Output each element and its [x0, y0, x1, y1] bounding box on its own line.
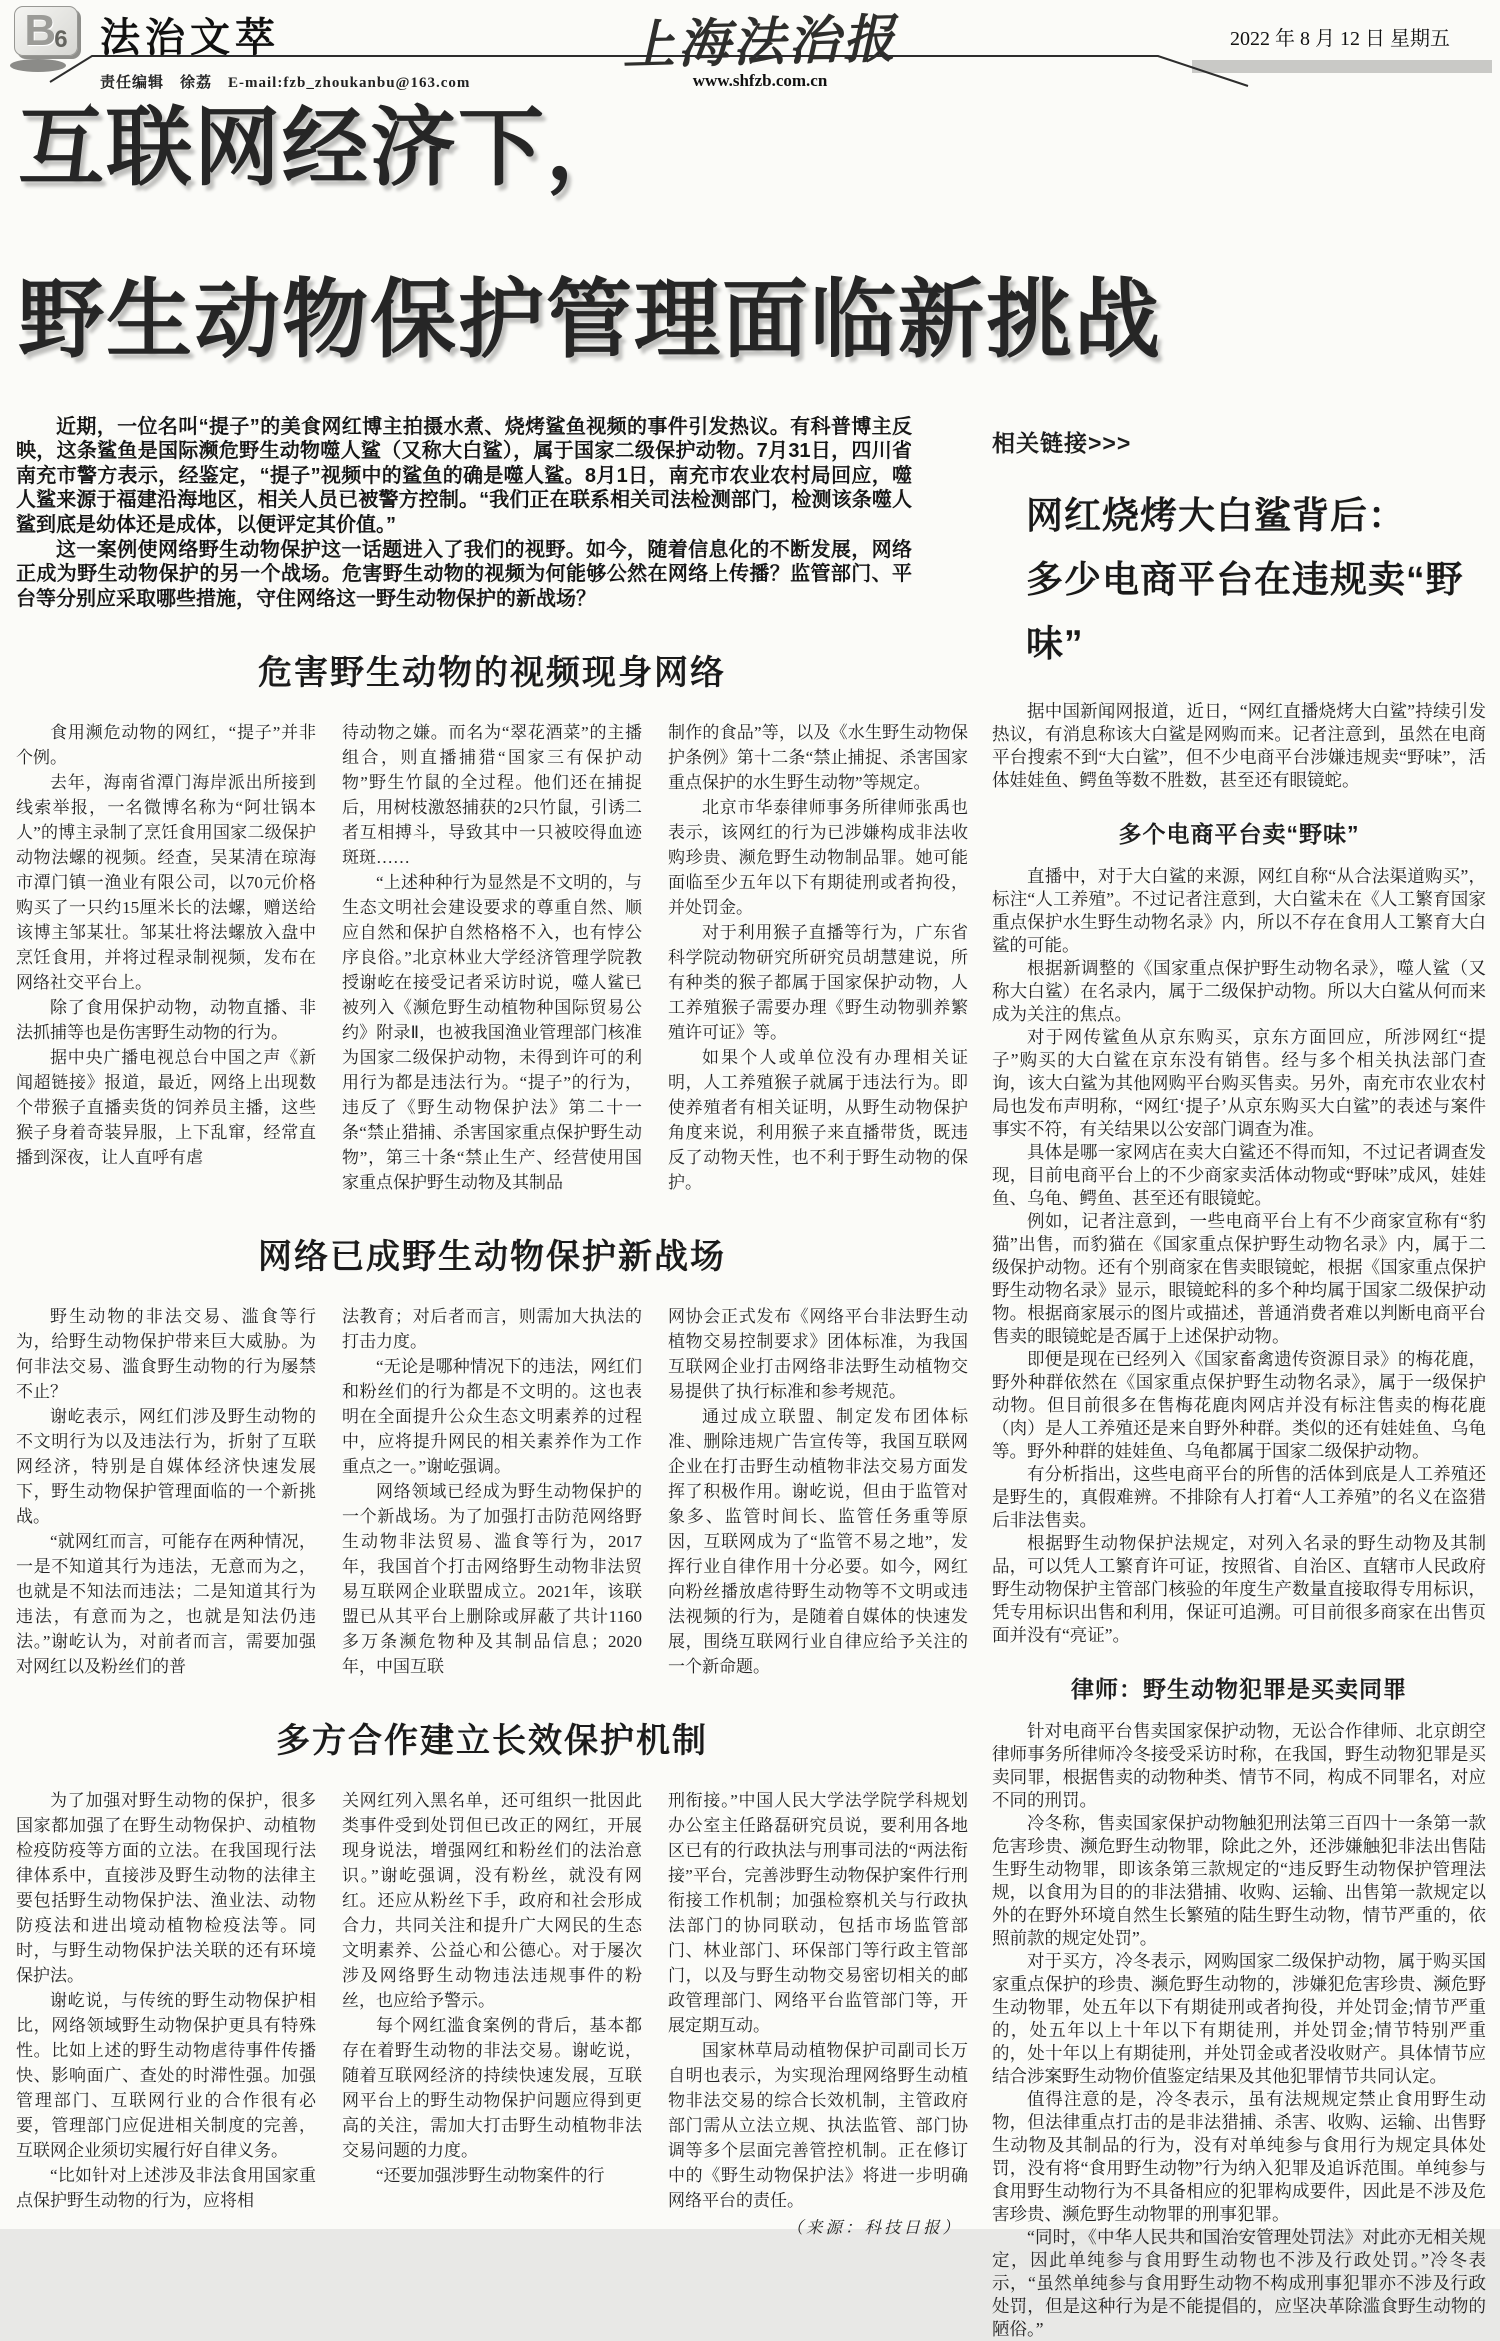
related-paragraph: 值得注意的是，冷冬表示，虽有法规规定禁止食用野生动物，但法律重点打击的是非法猎捕、杀害、收购、运输、出售野生动物及其制品的行为，没有对单纯参与食用行为规定具体处罚，没有将“食用野生动物”行为纳入犯罪及追诉范围。单纯参与食用野生动物行为不具备相应的犯罪构成要件，因此是不涉及危害珍贵、濒危野生动物罪的刑事犯罪。 [992, 2088, 1486, 2224]
related-paragraph: 根据新调整的《国家重点保护野生动物名录》，噬人鲨（又称大白鲨）在名录内，属于二级保护动物。所以大白鲨从何而来成为关注的焦点。 [992, 957, 1486, 1024]
related-headline-line1: 网红烧烤大白鲨背后： [1026, 494, 1406, 536]
article-section [16, 1229, 968, 1679]
body-column [16, 1788, 316, 2240]
main-headline-line2: 野生动物保护管理面临新挑战 [18, 272, 1162, 369]
article-section [16, 645, 968, 1195]
body-paragraph: 谢屹说，与传统的野生动物保护相比，网络领域野生动物保护更具有特殊性。比如上述的野生动物虐待事件传播快、影响面广、查处的时滞性强。加强管理部门、互联网行业的合作很有必要，管理部门应促进相关制度的完善，互联网企业须切实履行好自律义务。 [16, 1991, 316, 2161]
body-paragraph: “比如针对上述涉及非法食用国家重点保护野生动物的行为，应将相 [16, 2166, 316, 2211]
body-paragraph: 为了加强对野生动物的保护，很多国家都加强了在野生动物保护、动植物检疫防疫等方面的立法。在我国现行法律体系中，直接涉及野生动物的法律主要包括野生动物保护法、渔业法、动物防疫法和进出境动植物检疫法等。同时，与野生动物保护法关联的还有环境保护法。 [16, 1791, 316, 1986]
related-article [992, 415, 1486, 2341]
body-paragraph: 刑衔接。”中国人民大学法学院学科规划办公室主任路磊研究员说，要利用各地区已有的行政执法与刑事司法的“两法衔接”平台，完善涉野生动物保护案件行刑衔接工作机制；加强检察机关与行政执法部门的协同联动，包括市场监管部门、林业部门、环保部门等行政主管部门，以及与野生动物交易密切相关的邮政管理部门、网络平台监管部门等，开展定期互动。 [668, 1791, 968, 2036]
body-paragraph: 北京市华泰律师事务所律师张禹也表示，该网红的行为已涉嫌构成非法收购珍贵、濒危野生动物制品罪。她可能面临至少五年以下有期徒刑或者拘役，并处罚金。 [668, 798, 968, 918]
masthead-gray-bar [1192, 60, 1492, 73]
related-lead-paragraph: 据中国新闻网报道，近日，“网红直播烧烤大白鲨”持续引发热议，有消息称该大白鲨是网购而来。记者注意到，虽然在电商平台搜索不到“大白鲨”，但不少电商平台涉嫌违规卖“野味”，活体娃娃鱼、鳄鱼等数不胜数，甚至还有眼镜蛇。 [992, 700, 1486, 790]
main-sections [16, 645, 968, 2240]
related-paragraph: 有分析指出，这些电商平台的所售的活体到底是人工养殖还是野生的，真假难辨。不排除有人打着“人工养殖”的名义在盗猎后非法售卖。 [992, 1463, 1486, 1530]
page-badge-letter: B [24, 6, 57, 55]
related-paragraph: 对于买方，冷冬表示，网购国家二级保护动物，属于购买国家重点保护的珍贵、濒危野生动物的，涉嫌犯危害珍贵、濒危野生动物罪，处五年以下有期徒刑或者拘役，并处罚金;情节严重的，处五年以上十年以下有期徒刑，并处罚金;情节特别严重的，处十年以上有期徒刑，并处罚金或者没收财产。具体情节应结合涉案野生动物价值鉴定结果及其他犯罪情节共同认定。 [992, 1950, 1486, 2086]
body-column [342, 1304, 642, 1679]
body-paragraph: “无论是哪种情况下的违法，网红们和粉丝们的行为都是不文明的。这也表明在全面提升公众生态文明素养的过程中，应将提升网民的相关素养作为工作重点之一。”谢屹强调。 [342, 1357, 642, 1477]
related-paragraph: “同时，《中华人民共和国治安管理处罚法》对此亦无相关规定，因此单纯参与食用野生动物也不涉及行政处罚。”冷冬表示，“虽然单纯参与食用野生动物不构成刑事犯罪亦不涉及行政处罚，但是这种行为是不能提倡的，应坚决革除滥食野生动物的陋俗。” [992, 2226, 1486, 2339]
body-paragraph: 网络领域已经成为野生动物保护的一个新战场。为了加强打击防范网络野生动物非法贸易、滥食等行为，2017年，我国首个打击网络野生动物非法贸易互联网企业联盟成立。2021年，该联盟已从其平台上删除或屏蔽了共计1160多万条濒危物种及其制品信息；2020年，中国互联 [342, 1482, 642, 1677]
related-kicker: 相关链接>>> [992, 429, 1132, 456]
related-body [992, 1720, 1486, 2341]
body-column [16, 720, 316, 1195]
main-article [16, 415, 968, 2241]
body-paragraph: 除了食用保护动物，动物直播、非法抓捕等也是伤害野生动物的行为。 [16, 998, 316, 1043]
body-column [16, 1304, 316, 1679]
body-paragraph: 关网红列入黑名单，还可组织一批因此类事件受到处罚但已改正的网红，开展现身说法，增强网红和粉丝们的法治意识。”谢屹强调，没有粉丝，就没有网红。还应从粉丝下手，政府和社会形成合力，共同关注和提升广大网民的生态文明素养、公益心和公德心。对于屡次涉及网络野生动物违法违规事件的粉丝，也应给予警示。 [342, 1791, 642, 2011]
related-sections [992, 816, 1486, 2341]
body-paragraph: “上述种种行为显然是不文明的，与生态文明社会建设要求的尊重自然、顺应自然和保护自然格格不入，也有悖公序良俗。”北京林业大学经济管理学院教授谢屹在接受记者采访时说，噬人鲨已被列入《濒危野生动植物种国际贸易公约》附录Ⅱ，也被我国渔业管理部门核准为国家二级保护动物，未得到许可的利用行为都是违法行为。“提子”的行为，违反了《野生动物保护法》第二十一条“禁止猎捕、杀害国家重点保护野生动物”，第三十条“禁止生产、经营使用国家重点保护野生动物及其制品 [342, 873, 642, 1193]
body-paragraph: 制作的食品”等，以及《水生野生动物保护条例》第十二条“禁止捕捉、杀害国家重点保护的水生野生动物”等规定。 [668, 723, 968, 793]
main-headline [18, 100, 1500, 369]
section-columns [16, 1788, 968, 2240]
section-columns [16, 720, 968, 1195]
body-paragraph: 谢屹表示，网红们涉及野生动物的不文明行为以及违法行为，折射了互联网经济，特别是自媒体经济快速发展下，野生动物保护管理面临的一个新挑战。 [16, 1407, 316, 1527]
body-paragraph: “就网红而言，可能存在两种情况，一是不知道其行为违法，无意而为之，也就是不知法而违法；二是知道其行为违法，有意而为之，也就是知法仍违法。”谢屹认为，对前者而言，需要加强对网红以及粉丝们的普 [16, 1532, 316, 1677]
related-headline [1026, 484, 1486, 676]
related-subhead: 律师：野生动物犯罪是买卖同罪 [1071, 1675, 1407, 1702]
date-line: 2022 年 8 月 12 日 星期五 [1230, 28, 1450, 50]
related-paragraph: 针对电商平台售卖国家保护动物，无讼合作律师、北京朗空律师事务所律师冷冬接受采访时称，在我国，野生动物犯罪是买卖同罪，根据售卖的动物种类、情节不同，构成不同罪名，对应不同的刑罚。 [992, 1720, 1486, 1810]
section-columns [16, 1304, 968, 1679]
body-paragraph: 法教育；对后者而言，则需加大执法的打击力度。 [342, 1307, 642, 1352]
body-paragraph: 每个网红滥食案例的背后，基本都存在着野生动物的非法交易。谢屹说，随着互联网经济的持续快速发展，互联网平台上的野生动物保护问题应得到更高的关注，需加大打击野生动植物非法交易问题的力度。 [342, 2016, 642, 2161]
related-paragraph: 根据野生动物保护法规定，对列入名录的野生动物及其制品，可以凭人工繁育许可证，按照省、自治区、直辖市人民政府野生动物保护主管部门核验的年度生产数量直接取得专用标识，凭专用标识出售和利用，保证可追溯。可目前很多商家在出售页面并没有“亮证”。 [992, 1532, 1486, 1645]
related-paragraph: 即便是现在已经列入《国家畜禽遗传资源目录》的梅花鹿，野外种群依然在《国家重点保护野生动物名录》，属于一级保护动物。但目前很多在售梅花鹿肉网店并没有标注售卖的梅花鹿（肉）是人工养殖还是来自野外种群。类似的还有娃娃鱼、乌龟等。野外种群的娃娃鱼、乌龟都属于国家二级保护动物。 [992, 1348, 1486, 1461]
body-column [668, 720, 968, 1195]
related-subhead: 多个电商平台卖“野味” [1118, 820, 1360, 847]
related-headline-line2: 多少电商平台在违规卖“野味” [1026, 558, 1464, 664]
body-paragraph: 网协会正式发布《网络平台非法野生动植物交易控制要求》团体标准，为我国互联网企业打击网络非法野生动植物交易提供了执行标准和参考规范。 [668, 1307, 968, 1402]
related-paragraph: 对于网传鲨鱼从京东购买，京东方面回应，所涉网红“提子”购买的大白鲨在京东没有销售。经与多个相关执法部门查询，该大白鲨为其他网购平台购买售卖。另外，南充市农业农村局也发布声明称，“网红‘提子’从京东购买大白鲨”的表述与案件事实不符，有关结果以公安部门调查为准。 [992, 1026, 1486, 1139]
page-badge-number: 6 [54, 26, 68, 53]
paper-website: www.shfzb.com.cn [692, 71, 828, 90]
body-paragraph: 国家林草局动植物保护司副司长万自明也表示，为实现治理网络野生动植物非法交易的综合长效机制，主管政府部门需从立法立规、执法监管、部门协调等多个层面完善管控机制。正在修订中的《野生动物保护法》将进一步明确网络平台的责任。 [668, 2041, 968, 2211]
body-paragraph: 如果个人或单位没有办理相关证明，人工养殖猴子就属于违法行为。即使养殖者有相关证明，从野生动物保护角度来说，利用猴子来直播带货，既违反了动物天性，也不利于野生动物的保护。 [668, 1048, 968, 1193]
masthead [0, 0, 1500, 91]
body-paragraph: 对于利用猴子直播等行为，广东省科学院动物研究所研究员胡慧建说，所有种类的猴子都属于国家保护动物，人工养殖猴子需要办理《野生动物驯养繁殖许可证》等。 [668, 923, 968, 1043]
editor-line: 责任编辑 徐荔 E-mail:fzb_zhoukanbu@163.com [100, 75, 471, 91]
source-line: （来源：科技日报） [786, 2218, 962, 2238]
body-column [668, 1788, 968, 2240]
lead-paragraph: 这一案例使网络野生动物保护这一话题进入了我们的视野。如今，随着信息化的不断发展，网络正成为野生动物保护的另一个战场。危害野生动物的视频为何能够公然在网络上传播？监管部门、平台等分别应采取哪些措施，守住网络这一野生动物保护的新战场？ [16, 538, 912, 610]
body-paragraph: 野生动物的非法交易、滥食等行为，给野生动物保护带来巨大威胁。为何非法交易、滥食野生动物的行为屡禁不止？ [16, 1307, 316, 1402]
section-title: 多方合作建立长效保护机制 [276, 1722, 708, 1761]
body-column [668, 1304, 968, 1679]
paper-name: 上海法治报 [621, 11, 899, 76]
page-content [0, 369, 1500, 2341]
body-paragraph: “还要加强涉野生动物案件的行 [376, 2166, 605, 2186]
section-name: 法治文萃 [100, 16, 280, 60]
body-paragraph: 去年，海南省潭门海岸派出所接到线索举报，一名微博名称为“阿壮锅本人”的博主录制了烹饪食用国家二级保护动物法螺的视频。经查，吴某清在琼海市潭门镇一渔业有限公司，以70元价格购买了一只约15厘米长的法螺，赠送给该博主邹某壮。邹某壮将法螺放入盘中烹饪食用，并将过程录制视频，发布在网络社交平台上。 [16, 773, 316, 993]
related-paragraph: 例如，记者注意到，一些电商平台上有不少商家宣称有“豹猫”出售，而豹猫在《国家重点保护野生动物名录》内，属于二级保护动物。还有个别商家在售卖眼镜蛇，根据《国家重点保护野生动物名录》显示，眼镜蛇科的多个种均属于国家二级保护动物。根据商家展示的图片或描述，普通消费者难以判断电商平台售卖的眼镜蛇是否属于上述保护动物。 [992, 1210, 1486, 1346]
body-column [342, 720, 642, 1195]
body-paragraph: 待动物之嫌。而名为“翠花酒菜”的主播组合，则直播捕猎“国家三有保护动物”野生竹鼠的全过程。他们还在捕捉后，用树枝激怒捕获的2只竹鼠，引诱二者互相搏斗，导致其中一只被咬得血迹斑斑…… [342, 723, 642, 868]
body-paragraph: 据中央广播电视总台中国之声《新闻超链接》报道，最近，网络上出现数个带猴子直播卖货的饲养员主播，这些猴子身着奇装异服，上下乱窜，经常直播到深夜，让人直呼有虐 [16, 1048, 316, 1168]
section-title: 危害野生动物的视频现身网络 [258, 654, 726, 693]
related-paragraph: 具体是哪一家网店在卖大白鲨还不得而知，不过记者调查发现，目前电商平台上的不少商家卖活体动物或“野味”成风，娃娃鱼、乌龟、鳄鱼、甚至还有眼镜蛇。 [992, 1141, 1486, 1208]
body-paragraph: 通过成立联盟、制定发布团体标准、删除违规广告宣传等，我国互联网企业在打击野生动植物非法交易方面发挥了积极作用。谢屹说，但由于监管对象多、监管时间长、监管任务重等原因，互联网成为了“监管不易之地”，发挥行业自律作用十分必要。如今，网红向粉丝播放虐待野生动物等不文明或违法视频的行为，是随着自媒体的快速发展，围绕互联网行业自律应给予关注的一个新命题。 [668, 1407, 968, 1677]
lead-paragraph: 近期，一位名叫“提子”的美食网红博主拍摄水煮、烧烤鲨鱼视频的事件引发热议。有科普博主反映，这条鲨鱼是国际濒危野生动物噬人鲨（又称大白鲨），属于国家二级保护动物。7月31日，四川省南充市警方表示，经鉴定，“提子”视频中的鲨鱼的确是噬人鲨。8月1日，南充市农业农村局回应，噬人鲨来源于福建沿海地区，相关人员已被警方控制。“我们正在联系相关司法检测部门，检测该条噬人鲨到底是幼体还是成体，以便评定其价值。” [16, 415, 912, 536]
related-paragraph: 冷冬称，售卖国家保护动物触犯刑法第三百四十一条第一款危害珍贵、濒危野生动物罪，除此之外，还涉嫌触犯非法出售陆生野生动物罪，即该条第三款规定的“违反野生动物保护管理法规，以食用为目的的非法猎捕、收购、运输、出售第一款规定以外的在野外环境自然生长繁殖的陆生野生动物，情节严重的，依照前款的规定处罚”。 [992, 1812, 1486, 1948]
section-title: 网络已成野生动物保护新战场 [258, 1238, 726, 1277]
article-section [16, 1713, 968, 2240]
body-column [342, 1788, 642, 2240]
body-paragraph: 食用濒危动物的网红，“提子”并非个例。 [16, 723, 316, 768]
page-number-badge [14, 6, 94, 72]
main-headline-line1: 互联网经济下， [18, 100, 634, 196]
lead-block [16, 415, 912, 612]
related-paragraph: 直播中，对于大白鲨的来源，网红自称“从合法渠道购买”，标注“人工养殖”。不过记者注意到，大白鲨未在《人工繁育国家重点保护水生野生动物名录》内，所以不存在食用人工繁育大白鲨的可能。 [992, 865, 1486, 955]
badge-shadow-ellipse [10, 59, 66, 72]
related-body [992, 865, 1486, 1647]
